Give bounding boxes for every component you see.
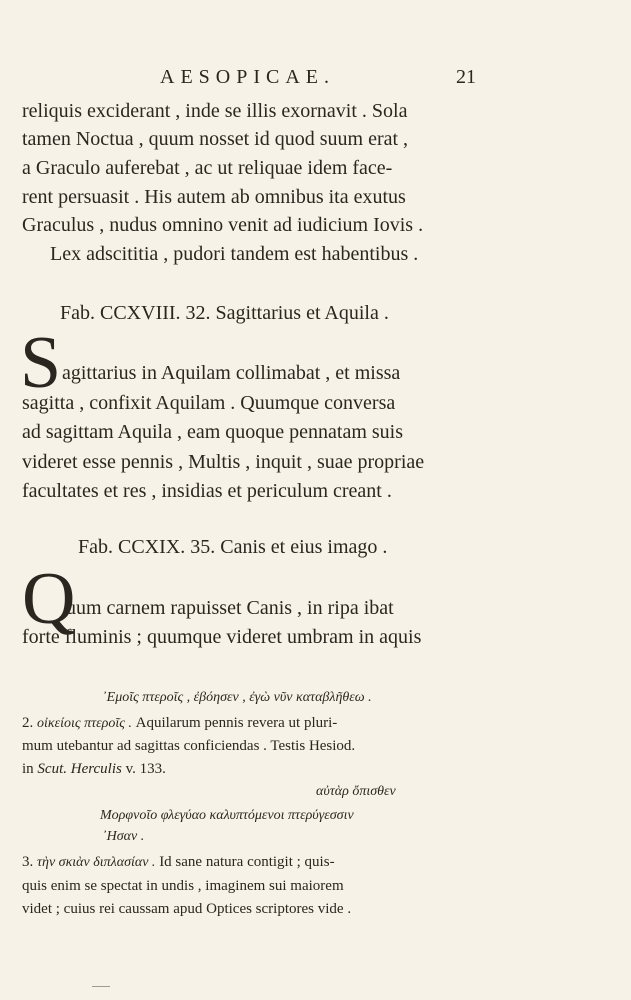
quote-line: ᾿Ησαν . [102, 829, 145, 844]
footnote-number: 3. [22, 854, 34, 870]
page-number: 21 [456, 66, 476, 88]
body-line: sagitta , confixit Aquilam . Quumque conversa [22, 392, 396, 414]
body-line: Graculus , nudus omnino venit ad iudicium Iovis . [22, 214, 424, 236]
body-line: uum carnem rapuisset Canis , in ripa ibat [66, 597, 394, 619]
footnote-text: Id sane natura contigit ; quis- [159, 854, 335, 870]
citation-verse: v. 133. [125, 761, 166, 777]
footnote-greek: οἰκείοις πτεροῖς . [37, 716, 132, 731]
fable-title: Fab. CCXVIII. 32. Sagittarius et Aquila . [60, 302, 389, 324]
drop-cap: S [20, 322, 62, 404]
body-line: forte fluminis ; quumque videret umbram in aquis [22, 626, 422, 648]
body-line: reliquis exciderant , inde se illis exornavit . Sola [22, 100, 408, 122]
citation-title: Scut. Herculis [37, 761, 122, 777]
quote-line: Μορφνοῖο φλεγύαο καλυπτόμενοι πτερύγεσσιν [100, 808, 354, 823]
quote-line: αὐτὰρ ὄπισθεν [316, 784, 396, 799]
body-line: videret esse pennis , Multis , inquit , suae propriae [22, 451, 425, 473]
body-line: agittarius in Aquilam collimabat , et missa [62, 362, 401, 384]
footnote-text: in [22, 761, 34, 777]
body-line: ad sagittam Aquila , eam quoque pennatam suis [22, 421, 404, 443]
bottom-mark [92, 986, 110, 987]
footnote-greek: ᾿Εμοῖς πτεροῖς , ἐβόησεν , ἐγὼ νῦν καταβλῆθεω . [102, 690, 372, 705]
footnote-line: mum utebantur ad sagittas conficiendas . Testis Hesiod. [22, 738, 356, 754]
page-header [0, 66, 631, 96]
body-line: facultates et res , insidias et periculum creant . [22, 480, 392, 502]
body-line: tamen Noctua , quum nosset id quod suum erat , [22, 128, 409, 150]
body-line: rent persuasit . His autem ab omnibus ita exutus [22, 186, 406, 208]
footnote-2 [22, 713, 618, 734]
drop-cap: Q [22, 558, 76, 640]
footnote-number: 2. [22, 715, 34, 731]
fable-title: Fab. CCXIX. 35. Canis et eius imago . [78, 536, 388, 558]
footnote-line: videt ; cuius rei caussam apud Optices scriptores vide . [22, 901, 352, 917]
footnote-greek: τὴν σκιὰν διπλασίαν . [37, 855, 156, 870]
body-line: a Graculo auferebat , ac ut reliquae idem face- [22, 157, 393, 179]
moral-line: Lex adscititia , pudori tandem est habentibus . [50, 243, 419, 265]
footnote-text: Aquilarum pennis revera ut pluri- [135, 715, 338, 731]
footnote-3 [22, 852, 618, 873]
footnote-line: quis enim se spectat in undis , imaginem sui maiorem [22, 878, 344, 894]
footnote-line [22, 759, 618, 779]
running-title: AESOPICAE. [160, 66, 336, 88]
